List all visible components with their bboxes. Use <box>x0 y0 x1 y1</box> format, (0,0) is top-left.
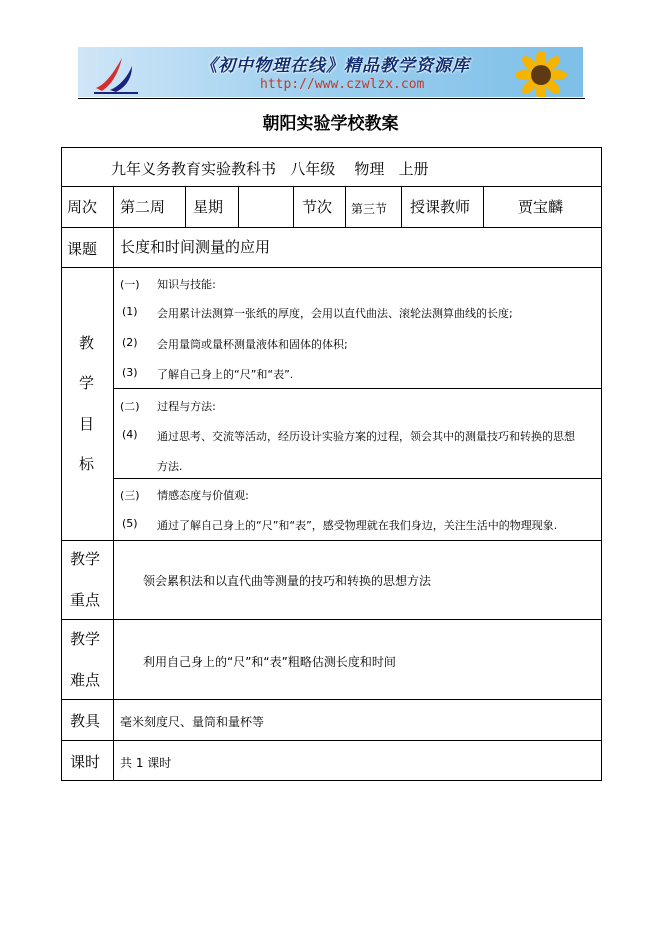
key-points-label: 教学 <box>70 550 101 568</box>
section-divider <box>113 478 602 479</box>
label-column-divider <box>113 186 114 781</box>
key-points-value: 领会累积法和以直代曲等测量的技巧和转换的思想方法 <box>143 574 432 588</box>
objectives-label-char: 标 <box>79 455 95 473</box>
weekday-label: 星期 <box>193 198 224 216</box>
banner-title: 《初中物理在线》精品教学资源库 <box>200 56 470 76</box>
column-divider <box>185 186 186 228</box>
row-divider <box>61 267 602 268</box>
column-divider <box>401 186 402 228</box>
objective-text: 通过思考、交流等活动，经历设计实验方案的过程，领会其中的测量技巧和转换的思想 <box>157 430 575 443</box>
row-divider <box>61 227 602 228</box>
table-border-top <box>61 147 602 148</box>
week-label: 周次 <box>67 198 98 216</box>
objective-number: (5) <box>122 517 138 530</box>
emotion-heading: (三) 情感态度与价值观: <box>120 489 249 502</box>
column-divider <box>345 186 346 228</box>
row-divider <box>61 699 602 700</box>
difficulties-label: 难点 <box>70 671 101 689</box>
lesson-plan-table <box>61 147 602 781</box>
column-divider <box>238 186 239 228</box>
process-heading: (二) 过程与方法: <box>120 400 216 413</box>
section-divider <box>113 388 602 389</box>
objective-number: (2) <box>122 336 138 349</box>
tools-label: 教具 <box>70 712 101 730</box>
row-divider <box>61 619 602 620</box>
hours-label: 课时 <box>70 753 101 771</box>
week-value: 第二周 <box>120 198 166 216</box>
period-value: 第三节 <box>351 202 388 216</box>
banner-divider <box>78 98 585 99</box>
objective-text: 会用量筒或量杯测量液体和固体的体积; <box>157 338 348 351</box>
page-title: 朝阳实验学校教案 <box>262 114 399 134</box>
table-border-right <box>601 147 602 781</box>
column-divider <box>293 186 294 228</box>
objectives-label-char: 教 <box>79 334 95 352</box>
table-border-left <box>61 147 62 781</box>
sunflower-icon <box>503 51 581 97</box>
objective-text: 了解自己身上的“尺”和“表”. <box>157 368 294 381</box>
difficulties-value: 利用自己身上的“尺”和“表”粗略估测长度和时间 <box>143 655 396 669</box>
objective-number: (3) <box>122 366 138 379</box>
objective-text: 通过了解自己身上的“尺”和“表”，感受物理就在我们身边，关注生活中的物理现象. <box>157 519 558 532</box>
objectives-label-char: 目 <box>79 415 95 433</box>
knowledge-heading: (一) 知识与技能: <box>120 278 216 291</box>
tools-value: 毫米刻度尺、量筒和量杯等 <box>120 715 265 729</box>
difficulties-label: 教学 <box>70 630 101 648</box>
row-divider <box>61 740 602 741</box>
row-divider <box>61 186 602 187</box>
objective-number: (1) <box>122 305 138 318</box>
banner-url: http://www.czwlzx.com <box>260 77 425 92</box>
red-blue-swoosh-logo-icon <box>92 54 140 94</box>
column-divider <box>483 186 484 228</box>
key-points-label: 重点 <box>70 591 101 609</box>
teacher-label: 授课教师 <box>410 198 471 216</box>
textbook-header: 九年义务教育实验教科书 八年级 物理 上册 <box>111 160 429 178</box>
objective-text: 会用累计法测算一张纸的厚度，会用以直代曲法、滚轮法测算曲线的长度; <box>157 307 513 320</box>
period-label: 节次 <box>302 198 333 216</box>
header-banner <box>78 47 583 97</box>
table-border-bottom <box>61 780 602 781</box>
objective-number: (4) <box>122 428 138 441</box>
hours-value: 共 1 课时 <box>120 756 172 770</box>
objectives-label-char: 学 <box>79 374 95 392</box>
teacher-value: 贾宝麟 <box>518 198 564 216</box>
topic-value: 长度和时间测量的应用 <box>120 238 271 256</box>
row-divider <box>61 540 602 541</box>
objective-text-continued: 方法. <box>157 460 183 473</box>
topic-label: 课题 <box>67 240 98 258</box>
